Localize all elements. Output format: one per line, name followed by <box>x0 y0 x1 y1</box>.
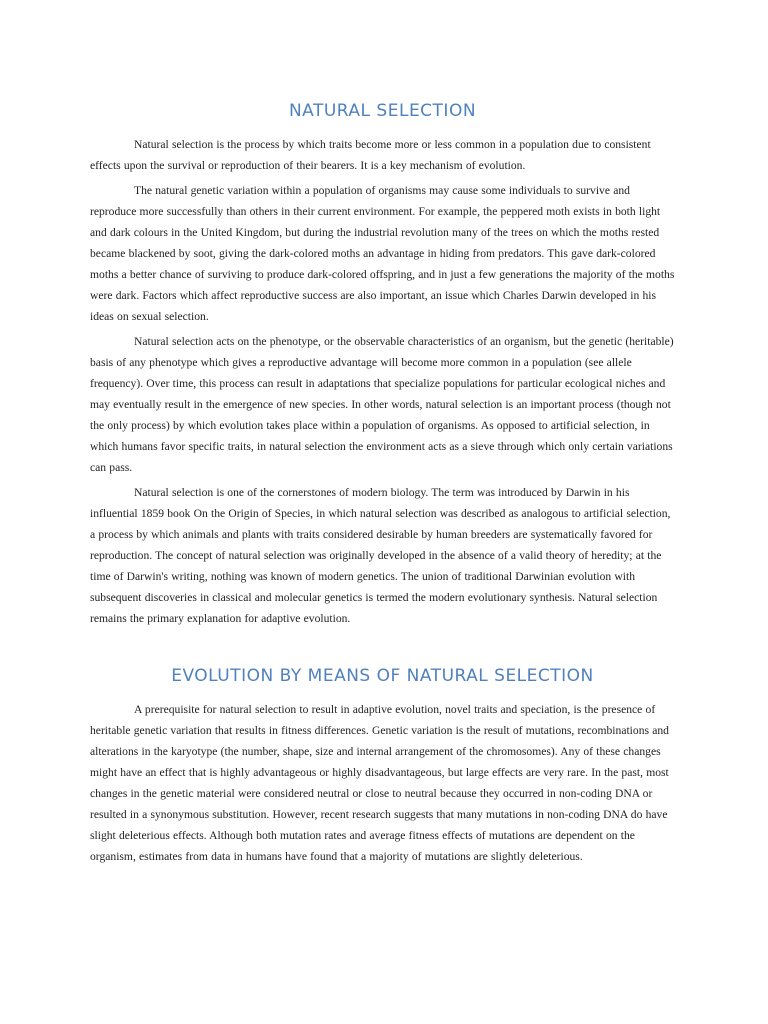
section-heading-natural-selection: NATURAL SELECTION <box>288 101 477 121</box>
section-heading-evolution-by-means: EVOLUTION BY MEANS OF NATURAL SELECTION <box>171 666 594 686</box>
paragraph: Natural selection is the process by which traits become more or less common in a population due to consistent effects upon the survival or reproduction of their bearers. It is a key mechanism of evolution. <box>90 138 651 172</box>
paragraph: Natural selection is one of the cornerstones of modern biology. The term was introduced by Darwin in his influential 1859 book On the Origin of Species, in which natural selection was described as analogous to artificial selection, a process by which animals and plants with traits considered desirable by human breeders are systematically favored for reproduction. The concept of natural selection was originally developed in the absence of a valid theory of heredity; at the time of Darwin's writing, nothing was known of modern genetics. The union of traditional Darwinian evolution with subsequent discoveries in classical and molecular genetics is termed the modern evolutionary synthesis. Natural selection remains the primary explanation for adaptive evolution. <box>90 486 671 625</box>
paragraph: Natural selection acts on the phenotype, or the observable characteristics of an organism, but the genetic (heritable) basis of any phenotype which gives a reproductive advantage will become more common in a population (see allele frequency). Over time, this process can result in adaptations that specialize populations for particular ecological niches and may eventually result in the emergence of new species. In other words, natural selection is an important process (though not the only process) by which evolution takes place within a population of organisms. As opposed to artificial selection, in which humans favor specific traits, in natural selection the environment acts as a sieve through which only certain variations can pass. <box>90 335 674 474</box>
paragraph: The natural genetic variation within a population of organisms may cause some individuals to survive and reproduce more successfully than others in their current environment. For example, the peppered moth exists in both light and dark colours in the United Kingdom, but during the industrial revolution many of the trees on which the moths rested became blackened by soot, giving the dark-colored moths an advantage in hiding from predators. This gave dark-colored moths a better chance of surviving to produce dark-colored offspring, and in just a few generations the majority of the moths were dark. Factors which affect reproductive success are also important, an issue which Charles Darwin developed in his ideas on sexual selection. <box>90 184 675 323</box>
document-body <box>90 100 675 871</box>
paragraph: A prerequisite for natural selection to result in adaptive evolution, novel traits and speciation, is the presence of heritable genetic variation that results in fitness differences. Genetic variation is the result of mutations, recombinations and alterations in the karyotype (the number, shape, size and internal arrangement of the chromosomes). Any of these changes might have an effect that is highly advantageous or highly disadvantageous, but large effects are very rare. In the past, most changes in the genetic material were considered neutral or close to neutral because they occurred in non-coding DNA or resulted in a synonymous substitution. However, recent research suggests that many mutations in non-coding DNA do have slight deleterious effects. Although both mutation rates and average fitness effects of mutations are dependent on the organism, estimates from data in humans have found that a majority of mutations are slightly deleterious. <box>90 703 669 863</box>
